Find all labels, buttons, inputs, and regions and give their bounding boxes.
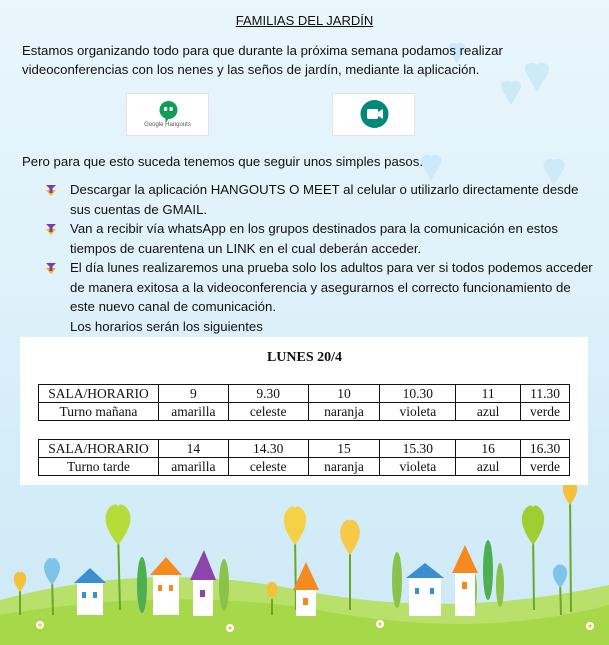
table-cell: 15.30	[380, 440, 456, 458]
table-cell: amarilla	[158, 403, 228, 421]
table-cell: 14.30	[228, 440, 308, 458]
arrow-bullet-icon	[44, 183, 58, 197]
table-cell: violeta	[380, 458, 456, 476]
table-row	[39, 458, 570, 476]
steps-intro: Pero para que esto suceda tenemos que seguir unos simples pasos.	[22, 154, 423, 169]
table-cell: SALA/HORARIO	[39, 440, 159, 458]
list-item	[44, 219, 599, 258]
table-cell: celeste	[228, 403, 308, 421]
table-cell: verde	[521, 458, 570, 476]
schedule-note: Los horarios serán los siguientes	[70, 319, 263, 334]
table-row	[39, 440, 570, 458]
hangouts-caption: Google Hangouts	[144, 122, 191, 128]
table-cell: 15	[308, 440, 380, 458]
table-cell: azul	[456, 403, 521, 421]
meet-logo	[332, 93, 415, 136]
hangouts-icon	[127, 94, 210, 124]
table-cell: 11	[456, 385, 521, 403]
table-cell: 16	[456, 440, 521, 458]
table-cell: Turno tarde	[39, 458, 159, 476]
table-cell: 9.30	[228, 385, 308, 403]
intro-paragraph: Estamos organizando todo para que durante la próxima semana podamos realizar videoconferencias con los nenes y las seños de jardín, mediante la aplicación.	[22, 43, 503, 77]
table-cell: verde	[521, 403, 570, 421]
list-item	[44, 180, 599, 219]
schedule-table-afternoon	[38, 439, 570, 476]
table-cell: 11.30	[521, 385, 570, 403]
step-text: El día lunes realizaremos una prueba solo los adultos para ver si todos podemos acceder de manera exitosa a la videoconferencia y asegurarnos el correcto funcionamiento de este nuevo canal de comunicación.	[70, 260, 593, 314]
table-cell: 10.30	[380, 385, 456, 403]
table-cell: 10	[308, 385, 380, 403]
step-text: Van a recibir vía whatsApp en los grupos destinados para la comunicación en estos tiempos de cuarentena un LINK en el cual deberán acceder.	[70, 221, 558, 256]
table-cell: 14	[158, 440, 228, 458]
table-row	[39, 403, 570, 421]
table-cell: violeta	[380, 403, 456, 421]
table-row	[39, 385, 570, 403]
table-cell: celeste	[228, 458, 308, 476]
table-cell: SALA/HORARIO	[39, 385, 159, 403]
meet-icon	[333, 94, 416, 137]
hangouts-logo	[126, 93, 209, 136]
arrow-bullet-icon	[44, 222, 58, 236]
day-title: LUNES 20/4	[266, 350, 343, 365]
table-cell: 16.30	[521, 440, 570, 458]
schedule-table-morning	[38, 384, 570, 421]
table-cell: Turno mañana	[39, 403, 159, 421]
list-item	[44, 258, 599, 317]
document-title: FAMILIAS DEL JARDÍN	[235, 13, 374, 28]
table-cell: azul	[456, 458, 521, 476]
steps-list	[44, 180, 599, 317]
arrow-bullet-icon	[44, 261, 58, 275]
table-cell: naranja	[308, 458, 380, 476]
table-cell: naranja	[308, 403, 380, 421]
table-cell: amarilla	[158, 458, 228, 476]
table-cell: 9	[158, 385, 228, 403]
step-text: Descargar la aplicación HANGOUTS O MEET al celular o utilizarlo directamente desde sus cuentas de GMAIL.	[70, 182, 579, 217]
